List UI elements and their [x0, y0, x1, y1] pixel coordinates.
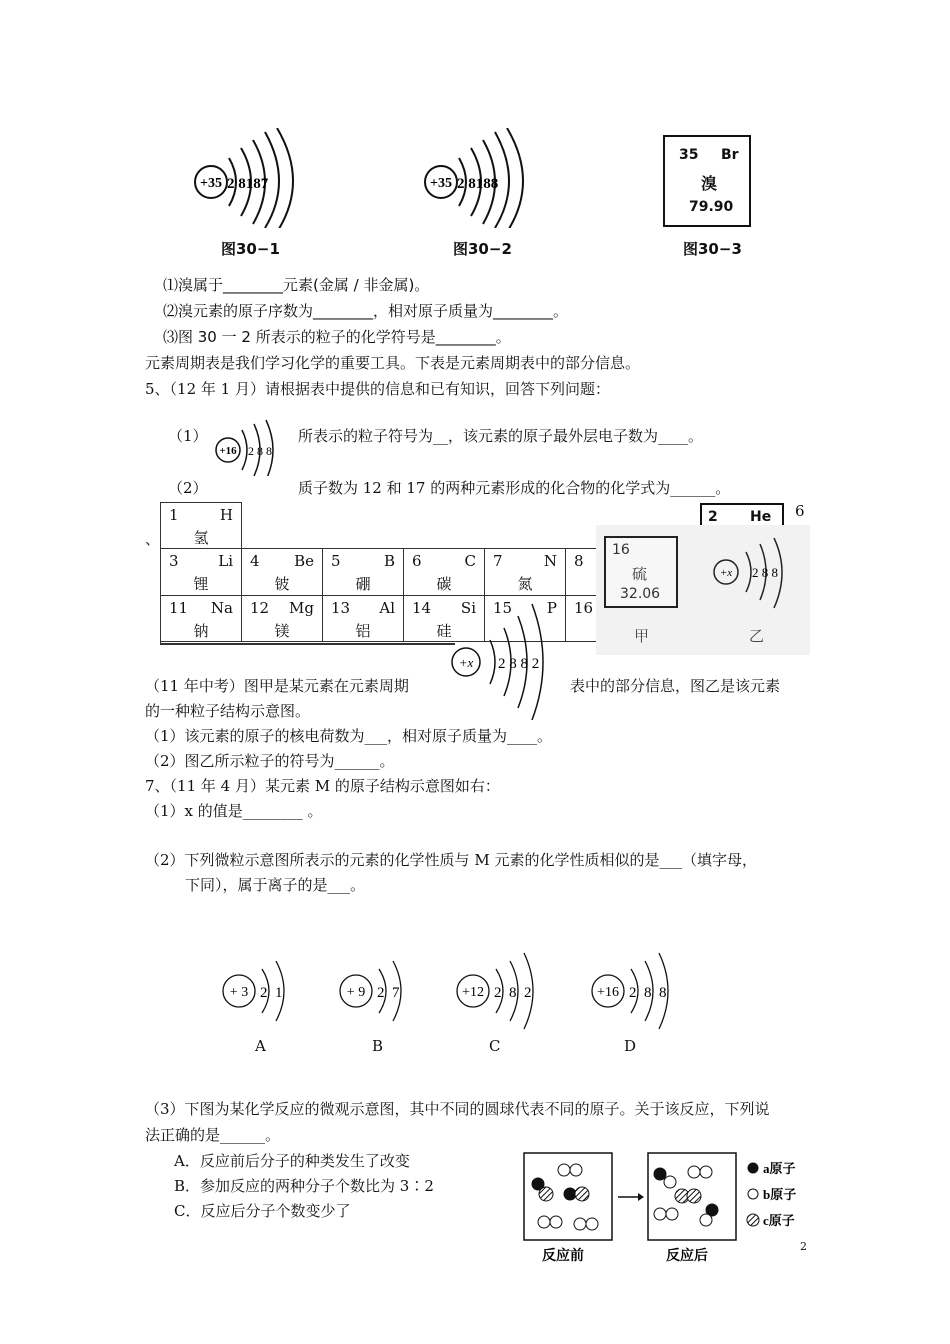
before-label: 反应前 [542, 1249, 584, 1264]
question-6-text-left: （11 年中考）图甲是某元素在元素周期 [145, 677, 409, 695]
question-6-line2: 的一种粒子结构示意图。 [145, 702, 311, 720]
sulfide-ion-diagram [212, 416, 290, 476]
bromine-question-3: ⑶图 30 一 2 所表示的粒子的化学符号是________。 [163, 328, 511, 346]
element-cell [242, 596, 323, 642]
element-name: 硼 [355, 575, 371, 593]
helium-symbol: He [750, 509, 772, 525]
element-number: 12 [250, 599, 270, 617]
electron-shells: 2 8 2 [494, 985, 532, 1001]
question-7-part3-line2: 法正确的是______。 [145, 1126, 281, 1144]
element-name: 钠 [193, 622, 209, 640]
option-diagram-c [456, 945, 566, 1037]
figure-caption-30-2: 图30−2 [453, 240, 512, 258]
legend-b-label: b原子 [763, 1187, 797, 1202]
option-diagram-b [339, 945, 449, 1037]
card-symbol: Br [721, 147, 739, 163]
svg-text:2 8187: 2 8187 [227, 176, 269, 192]
element-symbol: P [546, 599, 557, 617]
element-symbol: Be [294, 552, 314, 570]
bromine-question-2: ⑵溴元素的原子序数为________，相对原子质量为________。 [163, 302, 569, 320]
element-number: 1 [169, 506, 179, 524]
legend-c-swatch [747, 1214, 759, 1226]
page-number-6: 6 [795, 502, 805, 520]
question-7-part2-line2: 下同），属于离子的是___。 [185, 876, 366, 894]
element-number: 5 [331, 552, 341, 570]
element-number: 15 [493, 599, 513, 617]
element-number: 8 [574, 552, 584, 570]
card-atomic-mass: 79.90 [689, 199, 734, 215]
element-symbol: B [383, 552, 395, 570]
nucleus-charge: +12 [462, 985, 484, 1000]
element-number: 4 [250, 552, 260, 570]
question-5-part1-text: 所表示的粒子符号为__，该元素的原子最外层电子数为____。 [298, 427, 704, 445]
svg-text:2 8188: 2 8188 [457, 176, 499, 192]
helium-cell [700, 503, 784, 527]
element-name: 铍 [274, 575, 290, 593]
element-name: 镁 [274, 622, 290, 640]
svg-text:2 8 8: 2 8 8 [248, 444, 272, 458]
legend-a-label: a原子 [763, 1161, 796, 1176]
svg-text:+35: +35 [200, 176, 222, 191]
option-letter-a: A [255, 1037, 266, 1055]
question-6-part1: （1）该元素的原子的核电荷数为___，相对原子质量为____。 [145, 727, 553, 745]
reaction-micro-diagram [520, 1150, 810, 1270]
question-7-part3-line1: （3）下图为某化学反应的微观示意图，其中不同的圆球代表不同的原子。关于该反应，下列说 [145, 1100, 770, 1118]
element-number: 14 [412, 599, 432, 617]
figure-caption-30-3: 图30−3 [683, 240, 742, 258]
electron-shells: 2 1 [260, 985, 283, 1001]
figure-yi-particle-diagram [710, 538, 802, 610]
option-diagram-d [591, 945, 701, 1037]
question-7-part1: （1）x 的值是________ 。 [145, 802, 323, 820]
element-symbol: Li [218, 552, 233, 570]
sulfur-mass: 32.06 [620, 586, 661, 602]
question-6-text-right: 表中的部分信息，图乙是该元素 [570, 677, 781, 695]
element-symbol: Al [379, 599, 395, 617]
svg-text:+x: +x [458, 655, 474, 670]
element-symbol: Mg [289, 599, 314, 617]
element-name: 碳 [436, 575, 452, 593]
question-5-part2-text: 质子数为 12 和 17 的两种元素形成的化合物的化学式为______。 [298, 479, 731, 497]
sulfur-name: 硫 [632, 565, 648, 583]
element-cell [242, 549, 323, 596]
svg-text:2 8 8 2: 2 8 8 2 [498, 656, 540, 672]
element-number: 7 [493, 552, 503, 570]
element-symbol: C [464, 552, 476, 570]
element-cell [323, 549, 404, 596]
legend-a-swatch [748, 1163, 758, 1173]
electron-shells: 2 7 [377, 985, 400, 1001]
question-5-part1-label: （1） [168, 427, 208, 445]
element-name: 氮 [517, 575, 533, 593]
bromine-atom-diagram [185, 128, 310, 228]
element-symbol: Na [210, 599, 233, 617]
element-name: 硅 [436, 622, 452, 640]
option-letter-d: D [624, 1037, 637, 1055]
page-mark: 2 [800, 1240, 807, 1253]
svg-text:+x: +x [719, 567, 733, 579]
element-number: 3 [169, 552, 179, 570]
element-symbol: Si [460, 599, 476, 617]
element-symbol: N [543, 552, 557, 570]
element-number: 6 [412, 552, 422, 570]
option-letter-c: C [489, 1037, 501, 1055]
legend-b-swatch [748, 1189, 758, 1199]
svg-text:2 8 8: 2 8 8 [752, 565, 778, 580]
element-cell [323, 596, 404, 642]
nucleus-charge: + 9 [346, 985, 366, 1000]
card-element-name: 溴 [701, 174, 718, 193]
question-7-title: 7、（11 年 4 月）某元素 M 的原子结构示意图如右： [145, 777, 500, 795]
helium-number: 2 [708, 509, 718, 525]
question-5-part2-label: （2） [168, 479, 208, 497]
option-letter-b: B [372, 1037, 384, 1055]
element-name: 氢 [193, 529, 209, 547]
bromine-question-1: ⑴溴属于________元素(金属 / 非金属)。 [163, 276, 430, 294]
element-name: 铝 [355, 622, 371, 640]
side-mark: 、 [145, 530, 161, 548]
element-cell [161, 549, 242, 596]
legend-c-label: c原子 [763, 1213, 795, 1228]
element-name: 锂 [193, 575, 209, 593]
card-atomic-number: 35 [679, 147, 699, 163]
bromine-element-card [663, 135, 751, 227]
choice-b: B．参加反应的两种分子个数比为 3∶2 [174, 1177, 434, 1195]
element-number: 11 [169, 599, 189, 617]
svg-text:+35: +35 [430, 176, 452, 191]
element-number: 13 [331, 599, 351, 617]
periodic-table-intro: 元素周期表是我们学习化学的重要工具。下表是元素周期表中的部分信息。 [145, 354, 641, 372]
svg-text:+16: +16 [219, 445, 237, 457]
choice-c: C．反应后分子个数变少了 [174, 1202, 351, 1220]
nucleus-charge: + 3 [229, 985, 249, 1000]
choice-a: A．反应前后分子的种类发生了改变 [174, 1152, 410, 1170]
element-cell [404, 549, 485, 596]
figure-caption-30-1: 图30−1 [221, 240, 280, 258]
sulfur-element-card [604, 536, 678, 608]
element-number: 16 [574, 599, 594, 617]
option-diagram-a [222, 945, 332, 1037]
bromide-ion-diagram [415, 128, 540, 228]
electron-shells: 2 8 8 [629, 985, 667, 1001]
label-yi: 乙 [749, 627, 765, 645]
question-7-part2-line1: （2）下列微粒示意图所表示的元素的化学性质与 M 元素的化学性质相似的是___（填字母， [145, 851, 757, 869]
element-symbol: H [219, 506, 233, 524]
after-label: 反应后 [666, 1249, 708, 1264]
element-cell [485, 549, 566, 596]
label-jia: 甲 [634, 627, 650, 645]
element-cell [161, 503, 242, 549]
question-5-title: 5、（12 年 1 月）请根据表中提供的信息和已有知识，回答下列问题： [145, 380, 610, 398]
element-cell [161, 596, 242, 642]
nucleus-charge: +16 [597, 985, 619, 1000]
question-6-part2: （2）图乙所示粒子的符号为______。 [145, 752, 395, 770]
sulfur-number: 16 [612, 542, 630, 558]
element-m-atom-diagram [448, 600, 563, 720]
